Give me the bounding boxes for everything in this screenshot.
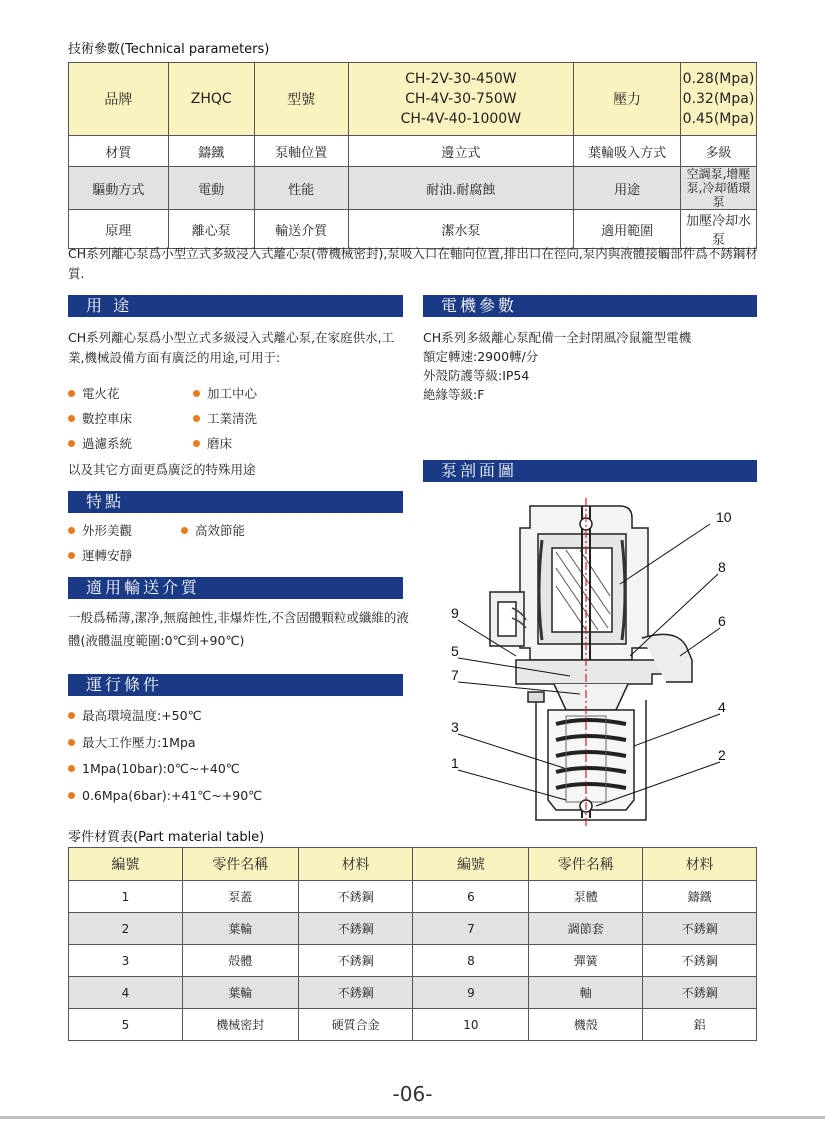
bullet-icon <box>68 415 75 422</box>
callout-7: 7 <box>451 667 459 683</box>
usage-item: 數控車床 <box>68 409 132 427</box>
usage-item: 工業清洗 <box>193 409 257 427</box>
usage-footer: 以及其它方面更爲廣泛的特殊用途 <box>68 462 256 477</box>
usage-bar: 用 途 <box>68 295 403 317</box>
model-label: 型號 <box>254 63 348 136</box>
brand-value: ZHQC <box>168 63 254 136</box>
pressure-1: 0.28(Mpa) <box>682 71 755 87</box>
usage-item: 過濾系統 <box>68 434 132 452</box>
parts-header: 材料 <box>643 848 757 881</box>
tech-cell: 鑄鐵 <box>168 136 254 167</box>
tech-cell: 原理 <box>69 210 169 249</box>
feature-item: 高效節能 <box>181 521 245 539</box>
tech-table <box>68 62 757 249</box>
pressure-2: 0.32(Mpa) <box>682 91 755 107</box>
bullet-icon <box>68 440 75 447</box>
parts-cell: 不銹鋼 <box>643 977 757 1009</box>
callout-6: 6 <box>718 613 726 629</box>
parts-cell: 3 <box>69 945 183 977</box>
parts-cell: 1 <box>69 881 183 913</box>
parts-cell: 彈簧 <box>529 945 643 977</box>
parts-header: 零件名稱 <box>529 848 643 881</box>
usage-item: 電火花 <box>68 384 120 402</box>
tech-heading: 技術參數(Technical parameters) <box>68 42 270 57</box>
medium-bar: 適用輸送介質 <box>68 577 403 599</box>
tech-cell: 泵軸位置 <box>254 136 348 167</box>
parts-cell: 2 <box>69 913 183 945</box>
motor-line: 額定轉速:2900轉/分 <box>423 349 539 364</box>
parts-cell: 7 <box>413 913 529 945</box>
tech-cell: 適用範圍 <box>574 210 681 249</box>
usage-item: 磨床 <box>193 434 232 452</box>
motor-line: 絶緣等級:F <box>423 387 485 402</box>
parts-table <box>68 847 757 1041</box>
tech-cell: 邊立式 <box>348 136 574 167</box>
feature-item: 外形美觀 <box>68 521 132 539</box>
callout-5: 5 <box>451 643 459 659</box>
bullet-icon <box>68 765 75 772</box>
parts-cell: 葉輪 <box>182 977 298 1009</box>
bullet-icon <box>68 739 75 746</box>
tech-cell: 電動 <box>168 167 254 210</box>
parts-cell: 不銹鋼 <box>643 945 757 977</box>
parts-header: 材料 <box>298 848 413 881</box>
bullet-icon <box>68 527 75 534</box>
model-1: CH-2V-30-450W <box>405 71 517 87</box>
parts-cell: 9 <box>413 977 529 1009</box>
tech-cell: 潔水泵 <box>348 210 574 249</box>
parts-cell: 10 <box>413 1009 529 1041</box>
features-bar: 特點 <box>68 491 403 513</box>
usage-item: 加工中心 <box>193 384 257 402</box>
pressure-label: 壓力 <box>574 63 681 136</box>
table-row <box>69 977 757 1009</box>
parts-header: 編號 <box>413 848 529 881</box>
callout-2: 2 <box>718 747 726 763</box>
parts-cell: 鑄鐵 <box>643 881 757 913</box>
parts-cell: 殻體 <box>182 945 298 977</box>
parts-cell: 不銹鋼 <box>643 913 757 945</box>
table-row <box>69 881 757 913</box>
tech-cell: 葉輪吸入方式 <box>574 136 681 167</box>
callout-3: 3 <box>451 719 459 735</box>
condition-item: 最大工作壓力:1Mpa <box>68 733 196 751</box>
tech-cell: 耐油.耐腐蝕 <box>348 167 574 210</box>
parts-cell: 不銹鋼 <box>298 945 413 977</box>
parts-cell: 硬質合金 <box>298 1009 413 1041</box>
tech-cell: 離心泵 <box>168 210 254 249</box>
tech-cell: 材質 <box>69 136 169 167</box>
tech-cell: 驅動方式 <box>69 167 169 210</box>
condition-item: 最高環境温度:+50℃ <box>68 706 202 724</box>
parts-cell: 泵蓋 <box>182 881 298 913</box>
bullet-icon <box>68 792 75 799</box>
parts-cell: 機械密封 <box>182 1009 298 1041</box>
parts-cell: 調節套 <box>529 913 643 945</box>
bullet-icon <box>68 390 75 397</box>
tech-cell: 加壓冷却水泵 <box>680 210 756 249</box>
parts-cell: 機殼 <box>529 1009 643 1041</box>
tech-cell: 多級 <box>680 136 756 167</box>
parts-cell: 泵體 <box>529 881 643 913</box>
pressure-3: 0.45(Mpa) <box>682 111 755 127</box>
parts-cell: 鋁 <box>643 1009 757 1041</box>
intro-text: CH系列離心泵爲小型立式多級浸入式離心泵(帶機械密封),泵吸入口在軸向位置,排出口在徑向,泵内與液體接觸部件爲不銹鋼材質. <box>68 246 758 281</box>
parts-cell: 不銹鋼 <box>298 977 413 1009</box>
parts-cell: 葉輪 <box>182 913 298 945</box>
callout-8: 8 <box>718 559 726 575</box>
brand-label: 品牌 <box>69 63 169 136</box>
callout-1: 1 <box>451 755 459 771</box>
motor-line: CH系列多級離心泵配備一全封閉風冷鼠籠型電機 <box>423 330 692 345</box>
parts-cell: 5 <box>69 1009 183 1041</box>
condition-item: 1Mpa(10bar):0℃~+40℃ <box>68 761 240 776</box>
bullet-icon <box>193 440 200 447</box>
bullet-icon <box>68 712 75 719</box>
conditions-bar: 運行條件 <box>68 674 403 696</box>
tech-cell: 性能 <box>254 167 348 210</box>
motor-lines <box>423 328 763 404</box>
table-row <box>69 945 757 977</box>
parts-heading: 零件材質表(Part material table) <box>68 830 265 845</box>
medium-text: 一般爲稀薄,潔净,無腐蝕性,非爆炸性,不含固體顆粒或纖維的液體(液體温度範圍:0℃到+90℃) <box>68 610 409 648</box>
table-row <box>69 1009 757 1041</box>
bullet-icon <box>193 390 200 397</box>
bullet-icon <box>68 552 75 559</box>
parts-cell: 軸 <box>529 977 643 1009</box>
motor-line: 外殼防護等級:IP54 <box>423 368 530 383</box>
table-row <box>69 913 757 945</box>
usage-text: CH系列離心泵爲小型立式多級浸入式離心泵,在家庭供水,工業,機械設備方面有廣泛的用途,可用于: <box>68 330 395 365</box>
parts-cell: 4 <box>69 977 183 1009</box>
parts-header: 零件名稱 <box>182 848 298 881</box>
page-bottom-rule <box>0 1116 825 1119</box>
section-bar: 泵剖面圖 <box>423 460 757 482</box>
parts-cell: 不銹鋼 <box>298 913 413 945</box>
pump-section-diagram <box>420 488 760 833</box>
parts-cell: 8 <box>413 945 529 977</box>
tech-cell: 用途 <box>574 167 681 210</box>
parts-header: 編號 <box>69 848 183 881</box>
bullet-icon <box>181 527 188 534</box>
feature-item: 運轉安靜 <box>68 546 132 564</box>
parts-cell: 不銹鋼 <box>298 881 413 913</box>
bullet-icon <box>193 415 200 422</box>
page-number: -06- <box>392 1082 433 1106</box>
callout-9: 9 <box>451 605 459 621</box>
condition-item: 0.6Mpa(6bar):+41℃~+90℃ <box>68 788 262 803</box>
tech-cell-usage: 空調泵,增壓 泵,冷却循環泵 <box>680 167 756 210</box>
parts-cell: 6 <box>413 881 529 913</box>
model-values <box>348 63 574 136</box>
tech-cell: 輸送介質 <box>254 210 348 249</box>
motor-bar: 電機參數 <box>423 295 757 317</box>
model-2: CH-4V-30-750W <box>405 91 517 107</box>
pressure-values <box>680 63 756 136</box>
callout-4: 4 <box>718 699 726 715</box>
model-3: CH-4V-40-1000W <box>400 111 522 127</box>
callout-10: 10 <box>716 509 732 525</box>
